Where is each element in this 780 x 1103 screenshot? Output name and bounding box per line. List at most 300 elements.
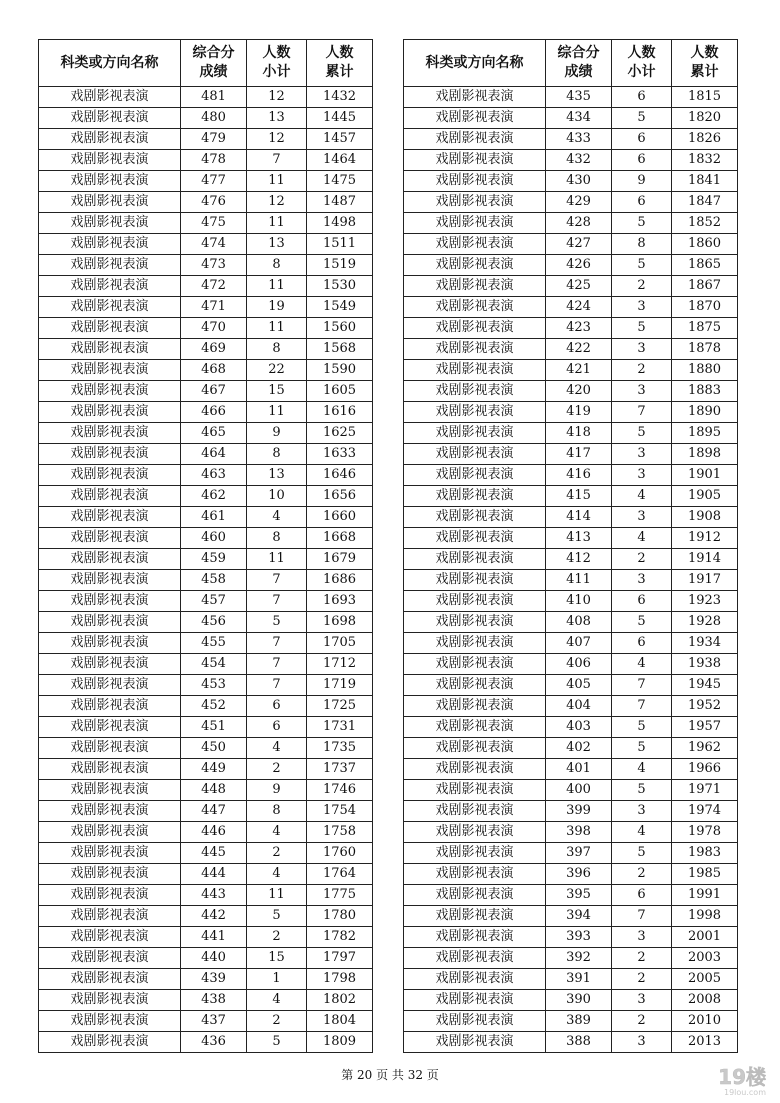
cell-count: 5 <box>612 843 672 864</box>
cell-count: 5 <box>612 108 672 129</box>
cell-cumulative: 1457 <box>307 129 373 150</box>
cell-count: 9 <box>247 423 307 444</box>
table-row <box>39 885 373 906</box>
cell-major-name: 戏剧影视表演 <box>39 255 181 276</box>
cell-score: 427 <box>546 234 612 255</box>
table-row <box>404 843 738 864</box>
cell-major-name: 戏剧影视表演 <box>404 738 546 759</box>
cell-major-name: 戏剧影视表演 <box>404 381 546 402</box>
cell-count: 2 <box>612 864 672 885</box>
cell-cumulative: 1832 <box>672 150 738 171</box>
cell-score: 435 <box>546 87 612 108</box>
cell-major-name: 戏剧影视表演 <box>39 213 181 234</box>
cell-major-name: 戏剧影视表演 <box>404 822 546 843</box>
cell-score: 426 <box>546 255 612 276</box>
cell-major-name: 戏剧影视表演 <box>39 171 181 192</box>
cell-score: 469 <box>181 339 247 360</box>
cell-count: 6 <box>612 150 672 171</box>
table-row <box>404 927 738 948</box>
cell-cumulative: 1908 <box>672 507 738 528</box>
table-row <box>404 192 738 213</box>
table-row <box>404 717 738 738</box>
cell-score: 416 <box>546 465 612 486</box>
cell-count: 7 <box>612 906 672 927</box>
cell-major-name: 戏剧影视表演 <box>404 633 546 654</box>
cell-count: 4 <box>612 486 672 507</box>
cell-count: 2 <box>612 360 672 381</box>
cell-cumulative: 1860 <box>672 234 738 255</box>
table-row <box>404 276 738 297</box>
cell-major-name: 戏剧影视表演 <box>404 108 546 129</box>
cell-cumulative: 2008 <box>672 990 738 1011</box>
cell-score: 478 <box>181 150 247 171</box>
table-row <box>39 738 373 759</box>
table-row <box>404 885 738 906</box>
cell-count: 5 <box>612 318 672 339</box>
table-row <box>39 318 373 339</box>
cell-score: 432 <box>546 150 612 171</box>
table-row <box>404 423 738 444</box>
table-row <box>404 528 738 549</box>
table-row <box>39 276 373 297</box>
cell-cumulative: 1605 <box>307 381 373 402</box>
cell-score: 405 <box>546 675 612 696</box>
table-row <box>404 486 738 507</box>
cell-major-name: 戏剧影视表演 <box>404 759 546 780</box>
cell-score: 414 <box>546 507 612 528</box>
cell-count: 2 <box>612 276 672 297</box>
cell-major-name: 戏剧影视表演 <box>404 570 546 591</box>
table-row <box>404 381 738 402</box>
cell-score: 434 <box>546 108 612 129</box>
cell-score: 481 <box>181 87 247 108</box>
cell-count: 4 <box>247 864 307 885</box>
table-row <box>39 87 373 108</box>
cell-major-name: 戏剧影视表演 <box>39 780 181 801</box>
cell-count: 11 <box>247 318 307 339</box>
cell-count: 4 <box>247 738 307 759</box>
cell-count: 7 <box>247 633 307 654</box>
cell-cumulative: 2005 <box>672 969 738 990</box>
header-score: 综合分 成绩 <box>181 40 247 87</box>
cell-major-name: 戏剧影视表演 <box>39 402 181 423</box>
svg-text:19楼: 19楼 <box>718 1065 766 1089</box>
table-row <box>39 591 373 612</box>
table-row <box>404 822 738 843</box>
header-count: 人数 小计 <box>247 40 307 87</box>
cell-score: 466 <box>181 402 247 423</box>
cell-score: 439 <box>181 969 247 990</box>
cell-count: 5 <box>612 423 672 444</box>
cell-score: 408 <box>546 612 612 633</box>
cell-major-name: 戏剧影视表演 <box>39 885 181 906</box>
table-row <box>404 990 738 1011</box>
cell-score: 418 <box>546 423 612 444</box>
cell-cumulative: 1679 <box>307 549 373 570</box>
cell-count: 12 <box>247 129 307 150</box>
cell-score: 428 <box>546 213 612 234</box>
cell-cumulative: 1686 <box>307 570 373 591</box>
cell-major-name: 戏剧影视表演 <box>39 591 181 612</box>
header-name: 科类或方向名称 <box>404 40 546 87</box>
cell-count: 2 <box>612 1011 672 1032</box>
cell-score: 415 <box>546 486 612 507</box>
cell-major-name: 戏剧影视表演 <box>39 948 181 969</box>
cell-score: 440 <box>181 948 247 969</box>
cell-count: 22 <box>247 360 307 381</box>
cell-major-name: 戏剧影视表演 <box>39 612 181 633</box>
cell-count: 8 <box>247 339 307 360</box>
cell-cumulative: 1725 <box>307 696 373 717</box>
cell-major-name: 戏剧影视表演 <box>39 675 181 696</box>
cell-score: 410 <box>546 591 612 612</box>
cell-count: 7 <box>247 570 307 591</box>
cell-count: 4 <box>247 507 307 528</box>
cell-cumulative: 1934 <box>672 633 738 654</box>
cell-major-name: 戏剧影视表演 <box>39 843 181 864</box>
cell-major-name: 戏剧影视表演 <box>39 927 181 948</box>
table-row <box>404 1032 738 1053</box>
table-row <box>404 87 738 108</box>
cell-major-name: 戏剧影视表演 <box>39 423 181 444</box>
cell-count: 6 <box>247 717 307 738</box>
cell-cumulative: 1978 <box>672 822 738 843</box>
table-row <box>404 234 738 255</box>
cell-score: 459 <box>181 549 247 570</box>
cell-major-name: 戏剧影视表演 <box>39 276 181 297</box>
cell-cumulative: 1660 <box>307 507 373 528</box>
cell-score: 461 <box>181 507 247 528</box>
cell-count: 3 <box>612 381 672 402</box>
cell-major-name: 戏剧影视表演 <box>404 780 546 801</box>
cell-score: 471 <box>181 297 247 318</box>
cell-cumulative: 2001 <box>672 927 738 948</box>
cell-cumulative: 1945 <box>672 675 738 696</box>
cell-cumulative: 1764 <box>307 864 373 885</box>
cell-cumulative: 1875 <box>672 318 738 339</box>
cell-cumulative: 1797 <box>307 948 373 969</box>
cell-count: 7 <box>612 696 672 717</box>
cell-cumulative: 1625 <box>307 423 373 444</box>
cell-major-name: 戏剧影视表演 <box>39 969 181 990</box>
cell-cumulative: 1914 <box>672 549 738 570</box>
cell-count: 3 <box>612 1032 672 1053</box>
cell-count: 4 <box>247 990 307 1011</box>
cell-score: 402 <box>546 738 612 759</box>
cell-count: 3 <box>612 990 672 1011</box>
cell-major-name: 戏剧影视表演 <box>404 801 546 822</box>
cell-score: 400 <box>546 780 612 801</box>
cell-cumulative: 1802 <box>307 990 373 1011</box>
svg-text:19lou.com: 19lou.com <box>724 1088 766 1097</box>
cell-score: 468 <box>181 360 247 381</box>
cell-cumulative: 1905 <box>672 486 738 507</box>
table-row <box>404 696 738 717</box>
table-row <box>39 1011 373 1032</box>
header-cumulative: 人数 累计 <box>307 40 373 87</box>
cell-major-name: 戏剧影视表演 <box>404 318 546 339</box>
cell-score: 448 <box>181 780 247 801</box>
table-row <box>404 150 738 171</box>
table-row <box>39 465 373 486</box>
cell-count: 5 <box>612 717 672 738</box>
cell-cumulative: 1498 <box>307 213 373 234</box>
table-row <box>39 486 373 507</box>
cell-score: 425 <box>546 276 612 297</box>
cell-major-name: 戏剧影视表演 <box>404 717 546 738</box>
cell-cumulative: 1746 <box>307 780 373 801</box>
cell-count: 9 <box>247 780 307 801</box>
cell-cumulative: 1966 <box>672 759 738 780</box>
cell-cumulative: 1782 <box>307 927 373 948</box>
site-watermark-logo <box>706 1062 770 1098</box>
table-row <box>404 759 738 780</box>
table-row <box>404 339 738 360</box>
table-row <box>39 129 373 150</box>
table-row <box>39 822 373 843</box>
cell-count: 11 <box>247 276 307 297</box>
table-row <box>39 402 373 423</box>
cell-count: 5 <box>612 780 672 801</box>
table-row <box>39 843 373 864</box>
cell-count: 8 <box>247 444 307 465</box>
cell-count: 2 <box>247 1011 307 1032</box>
cell-cumulative: 1928 <box>672 612 738 633</box>
cell-count: 13 <box>247 465 307 486</box>
cell-cumulative: 1719 <box>307 675 373 696</box>
cell-cumulative: 2010 <box>672 1011 738 1032</box>
cell-major-name: 戏剧影视表演 <box>39 654 181 675</box>
cell-count: 7 <box>247 591 307 612</box>
cell-major-name: 戏剧影视表演 <box>39 507 181 528</box>
cell-count: 5 <box>247 906 307 927</box>
cell-score: 476 <box>181 192 247 213</box>
cell-score: 401 <box>546 759 612 780</box>
cell-major-name: 戏剧影视表演 <box>39 192 181 213</box>
cell-cumulative: 1917 <box>672 570 738 591</box>
cell-count: 15 <box>247 948 307 969</box>
cell-score: 395 <box>546 885 612 906</box>
table-row <box>39 570 373 591</box>
cell-score: 465 <box>181 423 247 444</box>
cell-major-name: 戏剧影视表演 <box>404 927 546 948</box>
table-row <box>39 990 373 1011</box>
cell-score: 413 <box>546 528 612 549</box>
table-row <box>404 444 738 465</box>
cell-cumulative: 1847 <box>672 192 738 213</box>
cell-major-name: 戏剧影视表演 <box>39 528 181 549</box>
table-row <box>39 759 373 780</box>
cell-major-name: 戏剧影视表演 <box>404 528 546 549</box>
cell-major-name: 戏剧影视表演 <box>39 297 181 318</box>
cell-score: 390 <box>546 990 612 1011</box>
cell-score: 393 <box>546 927 612 948</box>
cell-count: 6 <box>612 633 672 654</box>
cell-major-name: 戏剧影视表演 <box>404 171 546 192</box>
table-row <box>39 927 373 948</box>
cell-major-name: 戏剧影视表演 <box>404 192 546 213</box>
table-row <box>404 801 738 822</box>
cell-count: 12 <box>247 87 307 108</box>
table-row <box>404 654 738 675</box>
cell-cumulative: 1758 <box>307 822 373 843</box>
cell-count: 6 <box>612 591 672 612</box>
cell-major-name: 戏剧影视表演 <box>404 990 546 1011</box>
cell-score: 422 <box>546 339 612 360</box>
cell-count: 2 <box>612 948 672 969</box>
cell-major-name: 戏剧影视表演 <box>404 1032 546 1053</box>
table-row <box>39 150 373 171</box>
cell-cumulative: 1883 <box>672 381 738 402</box>
table-row <box>39 696 373 717</box>
cell-major-name: 戏剧影视表演 <box>404 969 546 990</box>
cell-cumulative: 1487 <box>307 192 373 213</box>
cell-score: 479 <box>181 129 247 150</box>
table-row <box>404 780 738 801</box>
cell-major-name: 戏剧影视表演 <box>39 906 181 927</box>
cell-count: 15 <box>247 381 307 402</box>
table-row <box>404 591 738 612</box>
cell-cumulative: 1809 <box>307 1032 373 1053</box>
cell-major-name: 戏剧影视表演 <box>39 234 181 255</box>
cell-cumulative: 1560 <box>307 318 373 339</box>
cell-score: 460 <box>181 528 247 549</box>
table-row <box>404 612 738 633</box>
cell-score: 450 <box>181 738 247 759</box>
cell-count: 2 <box>247 927 307 948</box>
cell-score: 438 <box>181 990 247 1011</box>
cell-cumulative: 1646 <box>307 465 373 486</box>
cell-score: 392 <box>546 948 612 969</box>
cell-major-name: 戏剧影视表演 <box>404 675 546 696</box>
table-row <box>404 1011 738 1032</box>
cell-score: 420 <box>546 381 612 402</box>
page-footer: 第 20 页 共 32 页 <box>341 1068 439 1082</box>
cell-score: 436 <box>181 1032 247 1053</box>
cell-count: 6 <box>612 87 672 108</box>
table-row <box>404 675 738 696</box>
cell-major-name: 戏剧影视表演 <box>39 717 181 738</box>
cell-count: 3 <box>612 507 672 528</box>
cell-major-name: 戏剧影视表演 <box>404 1011 546 1032</box>
table-row <box>39 1032 373 1053</box>
cell-score: 437 <box>181 1011 247 1032</box>
cell-cumulative: 1530 <box>307 276 373 297</box>
table-row <box>404 549 738 570</box>
table-header-row <box>404 40 738 87</box>
header-score: 综合分 成绩 <box>546 40 612 87</box>
table-row <box>39 192 373 213</box>
cell-count: 12 <box>247 192 307 213</box>
cell-count: 13 <box>247 234 307 255</box>
cell-score: 452 <box>181 696 247 717</box>
cell-count: 4 <box>612 528 672 549</box>
table-row <box>39 528 373 549</box>
cell-cumulative: 1693 <box>307 591 373 612</box>
cell-count: 11 <box>247 171 307 192</box>
cell-major-name: 戏剧影视表演 <box>404 486 546 507</box>
table-row <box>404 507 738 528</box>
cell-major-name: 戏剧影视表演 <box>39 696 181 717</box>
cell-cumulative: 1957 <box>672 717 738 738</box>
table-row <box>39 297 373 318</box>
cell-major-name: 戏剧影视表演 <box>404 276 546 297</box>
header-count: 人数 小计 <box>612 40 672 87</box>
table-row <box>39 717 373 738</box>
cell-count: 11 <box>247 213 307 234</box>
table-row <box>39 612 373 633</box>
table-row <box>39 675 373 696</box>
cell-score: 412 <box>546 549 612 570</box>
cell-count: 19 <box>247 297 307 318</box>
cell-count: 11 <box>247 402 307 423</box>
cell-major-name: 戏剧影视表演 <box>404 654 546 675</box>
cell-major-name: 戏剧影视表演 <box>404 885 546 906</box>
cell-count: 6 <box>612 885 672 906</box>
cell-major-name: 戏剧影视表演 <box>404 549 546 570</box>
cell-count: 1 <box>247 969 307 990</box>
table-row <box>39 948 373 969</box>
cell-score: 397 <box>546 843 612 864</box>
cell-count: 3 <box>612 297 672 318</box>
score-table-right <box>403 39 738 1053</box>
cell-count: 3 <box>612 465 672 486</box>
cell-count: 7 <box>612 402 672 423</box>
cell-count: 2 <box>612 549 672 570</box>
cell-major-name: 戏剧影视表演 <box>404 948 546 969</box>
table-row <box>39 255 373 276</box>
cell-score: 464 <box>181 444 247 465</box>
table-row <box>39 381 373 402</box>
cell-cumulative: 2013 <box>672 1032 738 1053</box>
cell-score: 472 <box>181 276 247 297</box>
cell-score: 445 <box>181 843 247 864</box>
cell-count: 11 <box>247 549 307 570</box>
cell-major-name: 戏剧影视表演 <box>404 339 546 360</box>
cell-score: 441 <box>181 927 247 948</box>
cell-major-name: 戏剧影视表演 <box>404 234 546 255</box>
table-row <box>39 234 373 255</box>
cell-cumulative: 1938 <box>672 654 738 675</box>
table-row <box>404 318 738 339</box>
table-row <box>404 738 738 759</box>
cell-major-name: 戏剧影视表演 <box>39 1032 181 1053</box>
cell-cumulative: 1735 <box>307 738 373 759</box>
cell-score: 449 <box>181 759 247 780</box>
cell-cumulative: 1898 <box>672 444 738 465</box>
cell-score: 444 <box>181 864 247 885</box>
cell-cumulative: 1754 <box>307 801 373 822</box>
cell-count: 7 <box>612 675 672 696</box>
cell-score: 480 <box>181 108 247 129</box>
table-row <box>404 360 738 381</box>
table-row <box>39 171 373 192</box>
cell-score: 429 <box>546 192 612 213</box>
table-row <box>39 969 373 990</box>
cell-score: 389 <box>546 1011 612 1032</box>
header-cumulative: 人数 累计 <box>672 40 738 87</box>
cell-cumulative: 1698 <box>307 612 373 633</box>
cell-major-name: 戏剧影视表演 <box>404 150 546 171</box>
cell-score: 433 <box>546 129 612 150</box>
cell-count: 10 <box>247 486 307 507</box>
cell-major-name: 戏剧影视表演 <box>404 843 546 864</box>
cell-cumulative: 1901 <box>672 465 738 486</box>
cell-count: 5 <box>612 255 672 276</box>
table-row <box>39 339 373 360</box>
cell-count: 2 <box>247 759 307 780</box>
cell-cumulative: 2003 <box>672 948 738 969</box>
